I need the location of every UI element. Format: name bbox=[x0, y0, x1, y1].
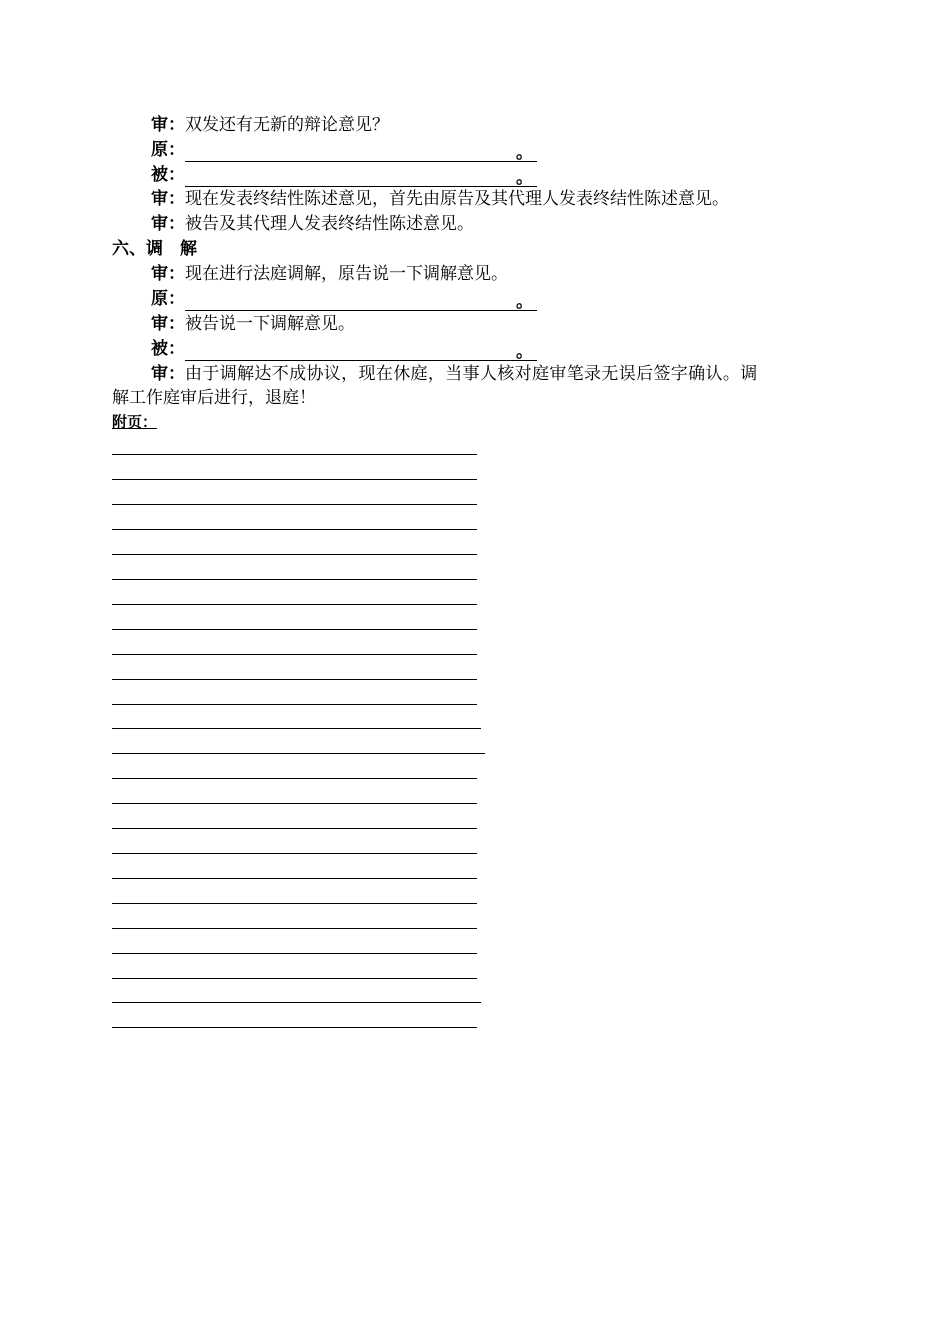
ruled-line[interactable] bbox=[112, 554, 477, 555]
ruled-line[interactable] bbox=[112, 654, 477, 655]
blank-end-mark: 。 bbox=[516, 292, 533, 312]
mediation-line-4 bbox=[151, 337, 537, 361]
ruled-line[interactable] bbox=[112, 704, 477, 705]
ruled-line[interactable] bbox=[112, 853, 477, 854]
ruled-line[interactable] bbox=[112, 978, 477, 979]
ruled-line[interactable] bbox=[112, 903, 477, 904]
ruled-line[interactable] bbox=[112, 753, 485, 754]
ruled-line[interactable] bbox=[112, 953, 477, 954]
ruled-line[interactable] bbox=[112, 928, 477, 929]
dialogue-line-3 bbox=[151, 163, 537, 187]
speaker-label: 审： bbox=[151, 214, 185, 234]
ruled-line[interactable] bbox=[112, 604, 477, 605]
ruled-line[interactable] bbox=[112, 803, 477, 804]
speaker-label: 被： bbox=[151, 339, 185, 359]
dialogue-text: 双发还有无新的辩论意见？ bbox=[185, 115, 389, 135]
fill-in-blank[interactable] bbox=[185, 290, 537, 311]
dialogue-line-5 bbox=[151, 212, 474, 236]
ruled-line[interactable] bbox=[112, 1027, 477, 1028]
dialogue-line-2 bbox=[151, 138, 537, 162]
speaker-label: 原： bbox=[151, 140, 185, 160]
speaker-label: 被： bbox=[151, 165, 185, 185]
blank-end-mark: 。 bbox=[516, 342, 533, 362]
ruled-line[interactable] bbox=[112, 479, 477, 480]
fill-in-blank[interactable] bbox=[185, 340, 537, 361]
ruled-line[interactable] bbox=[112, 728, 481, 729]
dialogue-text: 被告说一下调解意见。 bbox=[185, 314, 355, 334]
speaker-label: 审： bbox=[151, 364, 185, 384]
speaker-label: 审： bbox=[151, 264, 185, 284]
speaker-label: 审： bbox=[151, 115, 185, 135]
section-heading: 六、调 解 bbox=[112, 239, 197, 259]
closing-continuation: 解工作庭审后进行，退庭！ bbox=[112, 388, 316, 408]
ruled-line[interactable] bbox=[112, 529, 477, 530]
ruled-line[interactable] bbox=[112, 778, 477, 779]
blank-end-mark: 。 bbox=[516, 143, 533, 163]
mediation-line-1 bbox=[151, 262, 508, 286]
ruled-line[interactable] bbox=[112, 579, 477, 580]
speaker-label: 原： bbox=[151, 289, 185, 309]
fill-in-blank[interactable] bbox=[185, 166, 537, 187]
attachment-title: 附页： bbox=[112, 413, 158, 431]
dialogue-text: 由于调解达不成协议，现在休庭，当事人核对庭审笔录无误后签字确认。调 bbox=[185, 364, 758, 384]
mediation-line-2 bbox=[151, 287, 537, 311]
blank-end-mark: 。 bbox=[516, 168, 533, 188]
mediation-line-3 bbox=[151, 312, 355, 336]
mediation-line-5 bbox=[151, 362, 758, 386]
speaker-label: 审： bbox=[151, 189, 185, 209]
dialogue-line-4 bbox=[151, 187, 729, 211]
ruled-line[interactable] bbox=[112, 1002, 481, 1003]
ruled-line[interactable] bbox=[112, 454, 477, 455]
dialogue-text: 现在进行法庭调解，原告说一下调解意见。 bbox=[185, 264, 508, 284]
ruled-line[interactable] bbox=[112, 679, 477, 680]
fill-in-blank[interactable] bbox=[185, 141, 537, 162]
dialogue-text: 被告及其代理人发表终结性陈述意见。 bbox=[185, 214, 474, 234]
ruled-line[interactable] bbox=[112, 629, 477, 630]
dialogue-text: 现在发表终结性陈述意见，首先由原告及其代理人发表终结性陈述意见。 bbox=[185, 189, 729, 209]
ruled-line[interactable] bbox=[112, 878, 477, 879]
ruled-line[interactable] bbox=[112, 828, 477, 829]
speaker-label: 审： bbox=[151, 314, 185, 334]
dialogue-line-1 bbox=[151, 113, 389, 137]
ruled-line[interactable] bbox=[112, 504, 477, 505]
